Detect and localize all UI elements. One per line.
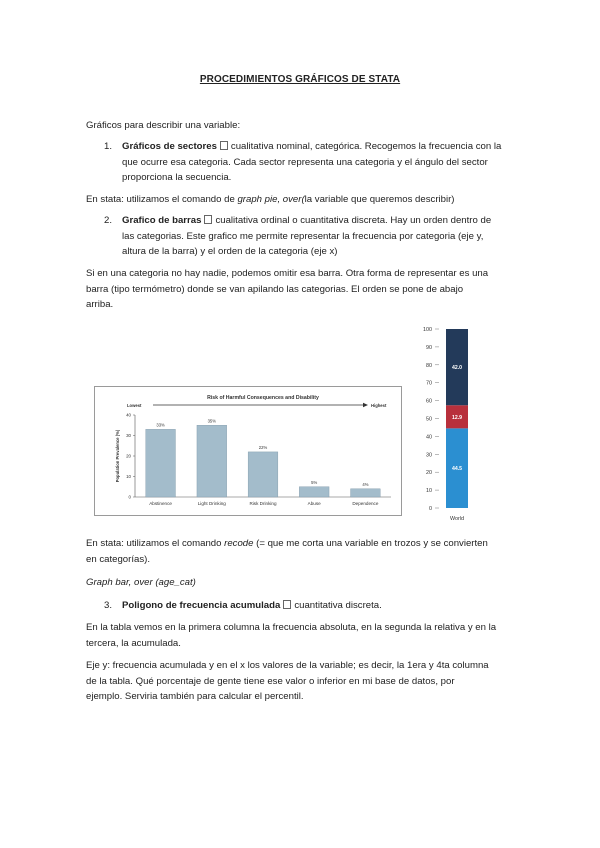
stata-recode-paragraph — [86, 536, 516, 567]
stata-recode-prefix: En stata: utilizamos el comando — [86, 538, 225, 549]
x-category-label: World — [450, 516, 464, 522]
list-number-3: 3. — [104, 600, 113, 611]
bar-paragraph-line1: Si en una categoria no hay nadie, podemos omitir esa barra. Otra forma de representar es una — [86, 268, 489, 279]
y-tick-label: 60 — [426, 398, 432, 405]
y-tick-label: 30 — [426, 452, 432, 459]
y-axis-label: Population Prevalence (%) — [115, 429, 120, 483]
y-tick-label: 10 — [126, 474, 131, 480]
list-number-1: 1. — [104, 141, 113, 152]
bar-data-label: 4% — [362, 481, 369, 487]
y-tick-label: 0 — [429, 506, 432, 512]
axis-paragraph-line1: Eje y: frecuencia acumulada y en el x los valores de la variable; es decir, la 1era y 4ta columna — [86, 660, 489, 671]
missing-glyph-icon — [283, 600, 291, 609]
y-tick-label: 0 — [128, 494, 131, 500]
stacked-bar-svg — [412, 322, 478, 526]
y-tick-label: 10 — [426, 488, 432, 495]
x-category-label: Abstinence — [149, 501, 172, 506]
list-item-2 — [122, 213, 516, 260]
table-paragraph-line2: tercera, la acumulada. — [86, 637, 181, 649]
y-tick-label: 20 — [426, 470, 432, 477]
y-tick-label: 90 — [426, 344, 432, 351]
bar — [248, 452, 278, 497]
arrow-right-label: Highest — [371, 403, 387, 408]
y-tick-label: 30 — [126, 433, 131, 439]
intro-paragraph: Gráficos para describir una variable: — [86, 120, 241, 131]
y-tick-label: 20 — [126, 453, 131, 459]
missing-glyph-icon — [204, 215, 212, 224]
bar — [351, 489, 381, 497]
axis-paragraph-line3: ejemplo. Serviria también para calcular el percentil. — [86, 691, 304, 702]
bar-data-label: 35% — [207, 418, 216, 424]
list-item-1-heading: Gráficos de sectores — [122, 141, 217, 152]
bar — [146, 429, 176, 497]
stata-pie-command: graph pie, over( — [237, 194, 305, 205]
list-item-3 — [122, 598, 516, 614]
list-number-2: 2. — [104, 215, 113, 226]
stata-pie-prefix: En stata: utilizamos el comando de — [86, 194, 238, 205]
bar-chart-svg — [95, 387, 401, 515]
stata-recode-suffix: (= que me corta una variable en trozos y se convierten — [253, 538, 488, 549]
list-item-2-line1: cualitativa ordinal o cuantitativa discreta. Hay un orden dentro de — [215, 215, 492, 226]
bar — [197, 425, 227, 497]
list-item-1 — [122, 139, 516, 186]
bar-data-label: 22% — [258, 444, 268, 450]
y-tick-label: 70 — [426, 380, 432, 387]
graph-bar-command — [86, 575, 516, 591]
page-title: PROCEDIMIENTOS GRÁFICOS DE STATA — [199, 74, 401, 85]
y-tick-label: 100 — [423, 327, 432, 333]
bar-paragraph-line3: arriba. — [86, 299, 114, 310]
list-item-2-heading: Grafico de barras — [122, 215, 202, 226]
y-tick-label: 40 — [426, 434, 432, 441]
x-category-label: Light Drinking — [197, 501, 226, 506]
x-category-label: Dependence — [352, 501, 379, 506]
list-item-2-line2: las categorias. Este grafico me permite representar la frecuencia por categoria (eje y, — [122, 230, 484, 242]
stata-recode-command: recode — [224, 538, 254, 549]
graph-bar-command-text: Graph bar, over (age_cat) — [86, 577, 196, 588]
stack-segment-label: 42.0 — [451, 365, 463, 372]
stata-recode-line2: en categorías). — [86, 553, 150, 565]
bar-paragraph — [86, 266, 516, 313]
bar-data-label: 5% — [311, 479, 318, 485]
list-item-3-text: cuantitativa discreta. — [294, 600, 382, 611]
stack-segment-label: 44.5 — [451, 466, 463, 473]
list-item-3-heading: Poligono de frecuencia acumulada — [122, 600, 281, 611]
list-item-1-line1: cualitativa nominal, categórica. Recogemos la frecuencia con la — [230, 141, 502, 152]
table-paragraph — [86, 620, 516, 651]
bar — [299, 487, 329, 497]
stack-segment-label: 12.9 — [451, 414, 463, 421]
y-tick-label: 40 — [126, 412, 131, 418]
y-tick-label: 50 — [426, 416, 432, 423]
stacked-bar-chart — [412, 322, 478, 526]
chart-title: Risk of Harmful Consequences and Disability — [207, 395, 319, 401]
bar-data-label: 33% — [156, 422, 165, 428]
list-item-1-line3: proporciona la secuencia. — [122, 172, 232, 183]
x-category-label: Risk Drinking — [249, 501, 277, 506]
axis-paragraph — [86, 658, 516, 705]
axis-paragraph-line2: de la tabla. Qué porcentaje de gente tiene ese valor o inferior en mi base de datos, por — [86, 675, 455, 687]
bar-paragraph-line2: barra (tipo termómetro) donde se van apilando las categorias. El orden se pone de abajo — [86, 283, 464, 295]
list-item-2-line3: altura de la barra) y el orden de la categoria (eje x) — [122, 246, 338, 257]
missing-glyph-icon — [220, 141, 228, 150]
stata-pie-paragraph — [86, 192, 516, 208]
y-tick-label: 80 — [426, 362, 432, 369]
arrow-left-label: Lowest — [127, 403, 142, 408]
table-paragraph-line1: En la tabla vemos en la primera columna la frecuencia absoluta, en la segunda la relativa y en la — [86, 622, 497, 633]
harmful-consequences-bar-chart — [94, 386, 402, 516]
list-item-1-line2: que ocurre esa categoria. Cada sector representa una categoria y el ángulo del sector — [122, 156, 488, 168]
stata-pie-suffix: la variable que queremos describir) — [304, 194, 455, 205]
risk-arrow-head — [363, 403, 368, 407]
x-category-label: Abuse — [307, 501, 321, 506]
